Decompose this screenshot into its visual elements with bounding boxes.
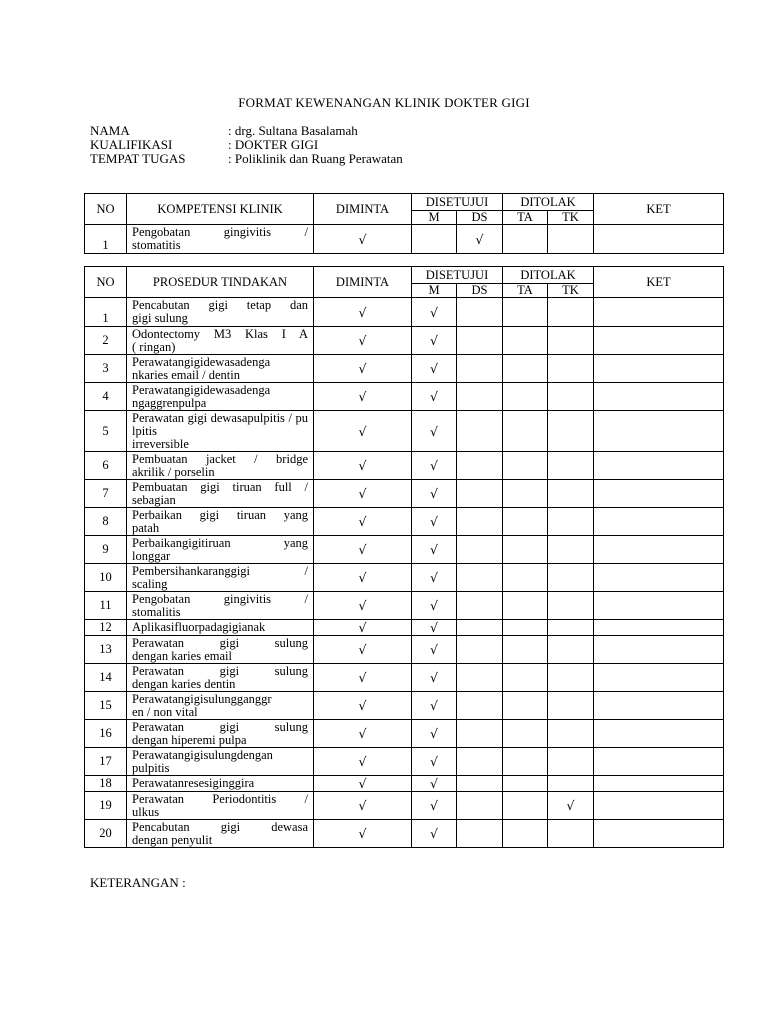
cell-diminta: √ (314, 820, 412, 848)
header-ket: KET (594, 194, 724, 225)
cell-tk (548, 620, 594, 636)
cell-m: √ (412, 720, 457, 748)
row-number: 19 (85, 792, 127, 820)
desc-line: dengan karies dentin (132, 676, 236, 691)
desc-line: Perawatangigidewasadenga (132, 382, 271, 397)
cell-tk (548, 355, 594, 383)
desc-line: stomalitis (132, 604, 181, 619)
cell-diminta: √ (314, 620, 412, 636)
info-row-kualifikasi (90, 138, 403, 152)
row-description (127, 480, 314, 508)
row-number: 17 (85, 748, 127, 776)
info-label: TEMPAT TUGAS (90, 151, 186, 166)
table-row (85, 298, 724, 327)
cell-diminta: √ (314, 692, 412, 720)
desc-line: Perawatangigidewasadenga (132, 354, 271, 369)
table-row (85, 383, 724, 411)
cell-m: √ (412, 692, 457, 720)
cell-ds (457, 355, 503, 383)
cell-tk (548, 564, 594, 592)
row-description (127, 355, 314, 383)
header-no: NO (85, 194, 127, 225)
cell-ket (594, 298, 724, 327)
cell-diminta: √ (314, 411, 412, 452)
table-row (85, 452, 724, 480)
cell-m: √ (412, 776, 457, 792)
table-row (85, 776, 724, 792)
desc-line: ngaggrenpulpa (132, 395, 207, 410)
row-number: 10 (85, 564, 127, 592)
row-description (127, 383, 314, 411)
desc-line: Perawatangigisulungganggr (132, 691, 272, 706)
desc-line: Pengobatan gingivitis / (132, 225, 308, 239)
cell-ds (457, 636, 503, 664)
cell-m: √ (412, 636, 457, 664)
cell-ket (594, 720, 724, 748)
cell-tk (548, 452, 594, 480)
cell-diminta: √ (314, 564, 412, 592)
cell-ta (503, 355, 548, 383)
row-description (127, 411, 314, 452)
cell-ds (457, 692, 503, 720)
table-row (85, 355, 724, 383)
cell-ta (503, 720, 548, 748)
table-row (85, 692, 724, 720)
cell-diminta: √ (314, 748, 412, 776)
header-item: KOMPETENSI KLINIK (127, 194, 314, 225)
row-description (127, 820, 314, 848)
keterangan-label: KETERANGAN : (90, 875, 186, 890)
cell-ds (457, 383, 503, 411)
row-number: 4 (85, 383, 127, 411)
cell-diminta: √ (314, 452, 412, 480)
desc-line: Pencabutan gigi tetap dan (132, 298, 308, 312)
cell-tk: √ (548, 792, 594, 820)
subheader-m: M (412, 284, 457, 298)
cell-diminta: √ (314, 327, 412, 355)
cell-ket (594, 564, 724, 592)
cell-ds (457, 720, 503, 748)
row-description (127, 298, 314, 327)
row-number: 11 (85, 592, 127, 620)
cell-ds (457, 776, 503, 792)
table-row (85, 748, 724, 776)
cell-ta (503, 592, 548, 620)
cell-ds (457, 327, 503, 355)
header-ditolak: DITOLAK (503, 194, 594, 211)
cell-diminta: √ (314, 383, 412, 411)
table-row (85, 536, 724, 564)
row-number: 7 (85, 480, 127, 508)
cell-m: √ (412, 327, 457, 355)
cell-diminta: √ (314, 664, 412, 692)
subheader-ds: DS (457, 284, 503, 298)
cell-ket (594, 411, 724, 452)
row-description (127, 636, 314, 664)
cell-ta (503, 411, 548, 452)
table-row (85, 620, 724, 636)
row-description (127, 792, 314, 820)
info-label: NAMA (90, 123, 130, 138)
cell-tk (548, 383, 594, 411)
cell-ket (594, 508, 724, 536)
cell-diminta: √ (314, 720, 412, 748)
desc-line: irreversible (132, 436, 189, 451)
cell-ds (457, 592, 503, 620)
cell-ds (457, 792, 503, 820)
desc-line: longgar (132, 548, 171, 563)
cell-ket (594, 620, 724, 636)
table-row (85, 792, 724, 820)
cell-tk (548, 692, 594, 720)
document-title: FORMAT KEWENANGAN KLINIK DOKTER GIGI (238, 95, 530, 110)
cell-tk (548, 720, 594, 748)
row-description (127, 720, 314, 748)
row-description (127, 620, 314, 636)
row-number: 16 (85, 720, 127, 748)
row-description (127, 508, 314, 536)
cell-ta (503, 536, 548, 564)
cell-ds (457, 452, 503, 480)
cell-ta (503, 508, 548, 536)
desc-line: Perbaikangigitiruan yang (132, 535, 308, 550)
row-description (127, 664, 314, 692)
cell-m: √ (412, 480, 457, 508)
identity-block (90, 124, 403, 166)
cell-ta (503, 748, 548, 776)
desc-line: pulpitis (132, 760, 170, 775)
header-no: NO (85, 267, 127, 298)
cell-ket (594, 748, 724, 776)
desc-line: Pencabutan gigi dewasa (132, 819, 308, 834)
cell-tk (548, 536, 594, 564)
info-value: : drg. Sultana Basalamah (228, 123, 358, 138)
desc-line: nkaries email / dentin (132, 367, 240, 382)
row-number: 8 (85, 508, 127, 536)
row-description (127, 225, 314, 254)
desc-line: Perawatanresesiginggira (132, 776, 255, 790)
cell-m: √ (412, 664, 457, 692)
subheader-tk: TK (548, 211, 594, 225)
cell-tk (548, 298, 594, 327)
info-value: : DOKTER GIGI (228, 137, 319, 152)
table-row (85, 327, 724, 355)
desc-line: en / non vital (132, 704, 198, 719)
info-label: KUALIFIKASI (90, 137, 173, 152)
row-description (127, 536, 314, 564)
desc-line: Pembersihankaranggigi / (132, 563, 308, 578)
cell-ta (503, 225, 548, 254)
desc-line: akrilik / porselin (132, 464, 215, 479)
header-ditolak: DITOLAK (503, 267, 594, 284)
cell-diminta: √ (314, 508, 412, 536)
cell-ds (457, 508, 503, 536)
row-description (127, 692, 314, 720)
desc-line: ulkus (132, 804, 160, 819)
cell-ta (503, 564, 548, 592)
row-description (127, 327, 314, 355)
cell-tk (548, 592, 594, 620)
cell-ta (503, 620, 548, 636)
desc-line: scaling (132, 576, 168, 591)
cell-ta (503, 383, 548, 411)
cell-ket (594, 692, 724, 720)
cell-ket (594, 792, 724, 820)
cell-ds (457, 536, 503, 564)
cell-diminta: √ (314, 536, 412, 564)
cell-ds (457, 664, 503, 692)
cell-diminta: √ (314, 636, 412, 664)
table-row (85, 225, 724, 254)
cell-diminta: √ (314, 792, 412, 820)
cell-ket (594, 776, 724, 792)
cell-m: √ (412, 411, 457, 452)
table-row (85, 564, 724, 592)
cell-ket (594, 536, 724, 564)
cell-m: √ (412, 383, 457, 411)
cell-diminta: √ (314, 355, 412, 383)
cell-ta (503, 298, 548, 327)
cell-diminta: √ (314, 298, 412, 327)
cell-ta (503, 692, 548, 720)
cell-tk (548, 480, 594, 508)
desc-line: sebagian (132, 492, 176, 507)
info-value: : Poliklinik dan Ruang Perawatan (228, 151, 403, 166)
header-diminta: DIMINTA (314, 267, 412, 298)
header-ket: KET (594, 267, 724, 298)
cell-ta (503, 664, 548, 692)
prosedur-table (84, 266, 724, 848)
cell-ta (503, 636, 548, 664)
row-description (127, 452, 314, 480)
row-number: 13 (85, 636, 127, 664)
desc-line: Aplikasifluorpadagigianak (132, 620, 266, 634)
row-number: 2 (85, 327, 127, 355)
subheader-m: M (412, 211, 457, 225)
cell-m: √ (412, 536, 457, 564)
header-disetujui: DISETUJUI (412, 194, 503, 211)
row-number: 18 (85, 776, 127, 792)
cell-ket (594, 636, 724, 664)
cell-ta (503, 480, 548, 508)
desc-line: Pengobatan gingivitis / (132, 591, 308, 606)
cell-ket (594, 355, 724, 383)
cell-ds (457, 480, 503, 508)
row-description (127, 748, 314, 776)
desc-line: Perawatan Periodontitis / (132, 791, 308, 806)
desc-line: Perbaikan gigi tiruan yang (132, 507, 308, 522)
cell-ket (594, 820, 724, 848)
cell-ta (503, 792, 548, 820)
desc-line: dengan hiperemi pulpa (132, 732, 247, 747)
cell-ket (594, 225, 724, 254)
desc-line: patah (132, 520, 160, 535)
row-number: 5 (85, 411, 127, 452)
cell-ds: √ (457, 225, 503, 254)
cell-tk (548, 748, 594, 776)
cell-m: √ (412, 298, 457, 327)
header-row (85, 194, 724, 211)
cell-tk (548, 776, 594, 792)
header-disetujui: DISETUJUI (412, 267, 503, 284)
cell-ta (503, 452, 548, 480)
desc-line: Perawatan gigi sulung (132, 635, 308, 650)
kompetensi-table (84, 193, 724, 254)
row-description (127, 564, 314, 592)
header-diminta: DIMINTA (314, 194, 412, 225)
row-number: 9 (85, 536, 127, 564)
cell-ket (594, 383, 724, 411)
cell-tk (548, 636, 594, 664)
table-row (85, 508, 724, 536)
cell-m: √ (412, 355, 457, 383)
cell-diminta: √ (314, 225, 412, 254)
subheader-tk: TK (548, 284, 594, 298)
cell-tk (548, 664, 594, 692)
cell-tk (548, 225, 594, 254)
desc-line: Pembuatan gigi tiruan full / (132, 479, 308, 494)
table-row (85, 411, 724, 452)
cell-tk (548, 508, 594, 536)
row-number: 6 (85, 452, 127, 480)
desc-line: Perawatangigisulungdengan (132, 747, 273, 762)
info-row-nama (90, 124, 403, 138)
cell-diminta: √ (314, 776, 412, 792)
header-item: PROSEDUR TINDAKAN (127, 267, 314, 298)
row-description (127, 592, 314, 620)
row-number: 1 (85, 298, 127, 327)
cell-ket (594, 592, 724, 620)
cell-ta (503, 327, 548, 355)
table-row (85, 720, 724, 748)
cell-tk (548, 820, 594, 848)
cell-ket (594, 480, 724, 508)
cell-ds (457, 620, 503, 636)
desc-line: pulpitis / pulpitis (132, 410, 308, 438)
cell-m: √ (412, 452, 457, 480)
desc-line: Perawatan gigi dewasa (132, 410, 248, 425)
cell-ds (457, 411, 503, 452)
cell-ket (594, 327, 724, 355)
desc-line: gigi sulung (132, 311, 188, 325)
row-number: 14 (85, 664, 127, 692)
cell-tk (548, 327, 594, 355)
desc-line: stomatitis (132, 238, 181, 252)
cell-m: √ (412, 592, 457, 620)
cell-ds (457, 298, 503, 327)
subheader-ta: TA (503, 211, 548, 225)
cell-tk (548, 411, 594, 452)
table-row (85, 592, 724, 620)
table-row (85, 480, 724, 508)
cell-ket (594, 664, 724, 692)
desc-line: Odontectomy M3 Klas I A (132, 326, 308, 341)
desc-line: Perawatan gigi sulung (132, 663, 308, 678)
cell-ds (457, 748, 503, 776)
row-description (127, 776, 314, 792)
subheader-ta: TA (503, 284, 548, 298)
cell-ta (503, 820, 548, 848)
cell-m: √ (412, 620, 457, 636)
row-number: 1 (85, 225, 127, 254)
cell-ds (457, 820, 503, 848)
cell-m: √ (412, 564, 457, 592)
row-number: 12 (85, 620, 127, 636)
table-row (85, 820, 724, 848)
cell-diminta: √ (314, 480, 412, 508)
header-row (85, 267, 724, 284)
row-number: 20 (85, 820, 127, 848)
cell-m: √ (412, 748, 457, 776)
cell-ds (457, 564, 503, 592)
desc-line: dengan penyulit (132, 832, 213, 847)
cell-m (412, 225, 457, 254)
table-row (85, 636, 724, 664)
row-number: 3 (85, 355, 127, 383)
cell-m: √ (412, 820, 457, 848)
subheader-ds: DS (457, 211, 503, 225)
cell-diminta: √ (314, 592, 412, 620)
desc-line: Perawatan gigi sulung (132, 719, 308, 734)
desc-line: dengan karies email (132, 648, 232, 663)
row-number: 15 (85, 692, 127, 720)
table-row (85, 664, 724, 692)
desc-line: Pembuatan jacket / bridge (132, 451, 308, 466)
cell-ket (594, 452, 724, 480)
desc-line: ( ringan) (132, 339, 176, 354)
info-row-tempat-tugas (90, 152, 403, 166)
cell-m: √ (412, 792, 457, 820)
cell-m: √ (412, 508, 457, 536)
cell-ta (503, 776, 548, 792)
